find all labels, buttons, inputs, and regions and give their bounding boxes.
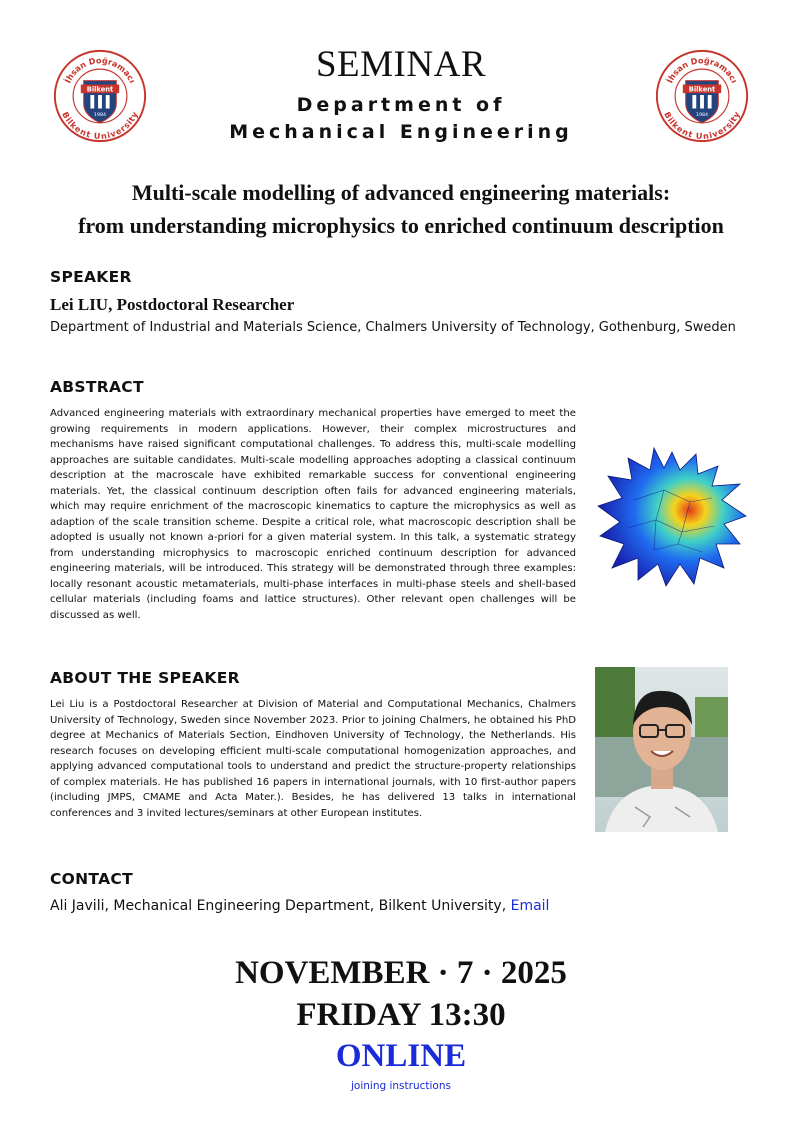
bilkent-university-logo-right	[654, 48, 750, 144]
seminar-title: SEMINAR	[315, 44, 487, 85]
bilkent-university-logo-left	[52, 48, 148, 144]
event-mode: ONLINE	[335, 1038, 467, 1074]
logo-bottom-text: Bilkent University	[60, 110, 140, 142]
about-text: Lei Liu is a Postdoctoral Researcher at Division of Material and Computational Mechanics, Chalmers University of Technology, Sweden since November 2023. Prior to joining Chalmers, he obtained his PhD degree at Mechanics of Materials Section, Eindhoven University of Technology, the Netherlands. His research focuses on developing efficient multi-scale computational homogenization approaches, and applying advanced computational tools to understand and predict the structure-property relationships of complex materials. He has published 16 papers in international journals, with 10 first-author papers (including JMPS, CMAME and Acta Mater.). Besides, he has delivered 13 talks in international conferences and 3 invited lectures/seminars at other European institutes.	[50, 699, 576, 819]
department-line-2: Mechanical Engineering	[229, 121, 573, 143]
logo-badge-text: Bilkent	[86, 85, 114, 94]
email-link[interactable]: Email	[510, 898, 550, 914]
logo-badge-text: Bilkent	[688, 85, 716, 94]
event-date: NOVEMBER · 7 · 2025	[235, 955, 567, 991]
speaker-photo	[595, 667, 728, 832]
about-heading: ABOUT THE SPEAKER	[50, 669, 240, 687]
seminar-header	[150, 44, 652, 146]
logo-year-text: 1984	[93, 113, 107, 119]
microstructure-simulation-image	[594, 440, 750, 596]
joining-instructions-link[interactable]: joining instructions	[351, 1080, 451, 1092]
speaker-name: Lei LIU, Postdoctoral Researcher	[50, 295, 295, 314]
speaker-heading: SPEAKER	[50, 268, 132, 286]
abstract-text: Advanced engineering materials with extraordinary mechanical properties have emerged to meet the growing requirements in modern applications. However, their complex microstructures and mechanisms have raised significant computational challenges. To address this, multi-scale modelling approaches are suitable candidates. Multi-scale modelling approaches adopting a classical continuum description at the macroscale have exhibited remarkable success for conventional engineering materials. Yet, the classical continuum description often fails for advanced engineering materials, which may require enrichment of the macroscopic kinematics to capture the microphysics as well as adaption of the scale transition scheme. Despite a critical role, what macroscopic description shall be adopted is usually not known a-priori for a given material system. In this talk, a systematic strategy from understanding microphysics to macroscopic enriched continuum description for advanced engineering materials, will be introduced. This strategy will be demonstrated through three examples: locally resonant acoustic metamaterials, multi-phase interfaces in multi-phase steels and shell-based cellular materials (including foams and lattice structures). Other relevant open challenges will be discussed as well.	[50, 408, 576, 621]
contact-info	[50, 898, 549, 914]
talk-title-line-2: from understanding microphysics to enriched continuum description	[78, 213, 724, 238]
contact-heading: CONTACT	[50, 870, 133, 888]
department-line-1: Department of	[296, 94, 506, 116]
logo-bottom-text: Bilkent University	[662, 110, 742, 142]
abstract-heading: ABSTRACT	[50, 378, 144, 396]
speaker-affiliation: Department of Industrial and Materials Science, Chalmers University of Technology, Gothenburg, Sweden	[50, 320, 736, 335]
contact-text: Ali Javili, Mechanical Engineering Department, Bilkent University,	[50, 898, 511, 914]
logo-top-text: İhsan Doğramacı	[664, 55, 740, 85]
talk-title-line-1: Multi-scale modelling of advanced engineering materials:	[131, 180, 671, 205]
talk-title	[20, 176, 782, 242]
event-time: FRIDAY 13:30	[296, 997, 506, 1033]
logo-top-text: İhsan Doğramacı	[62, 55, 138, 85]
logo-year-text: 1984	[695, 113, 709, 119]
